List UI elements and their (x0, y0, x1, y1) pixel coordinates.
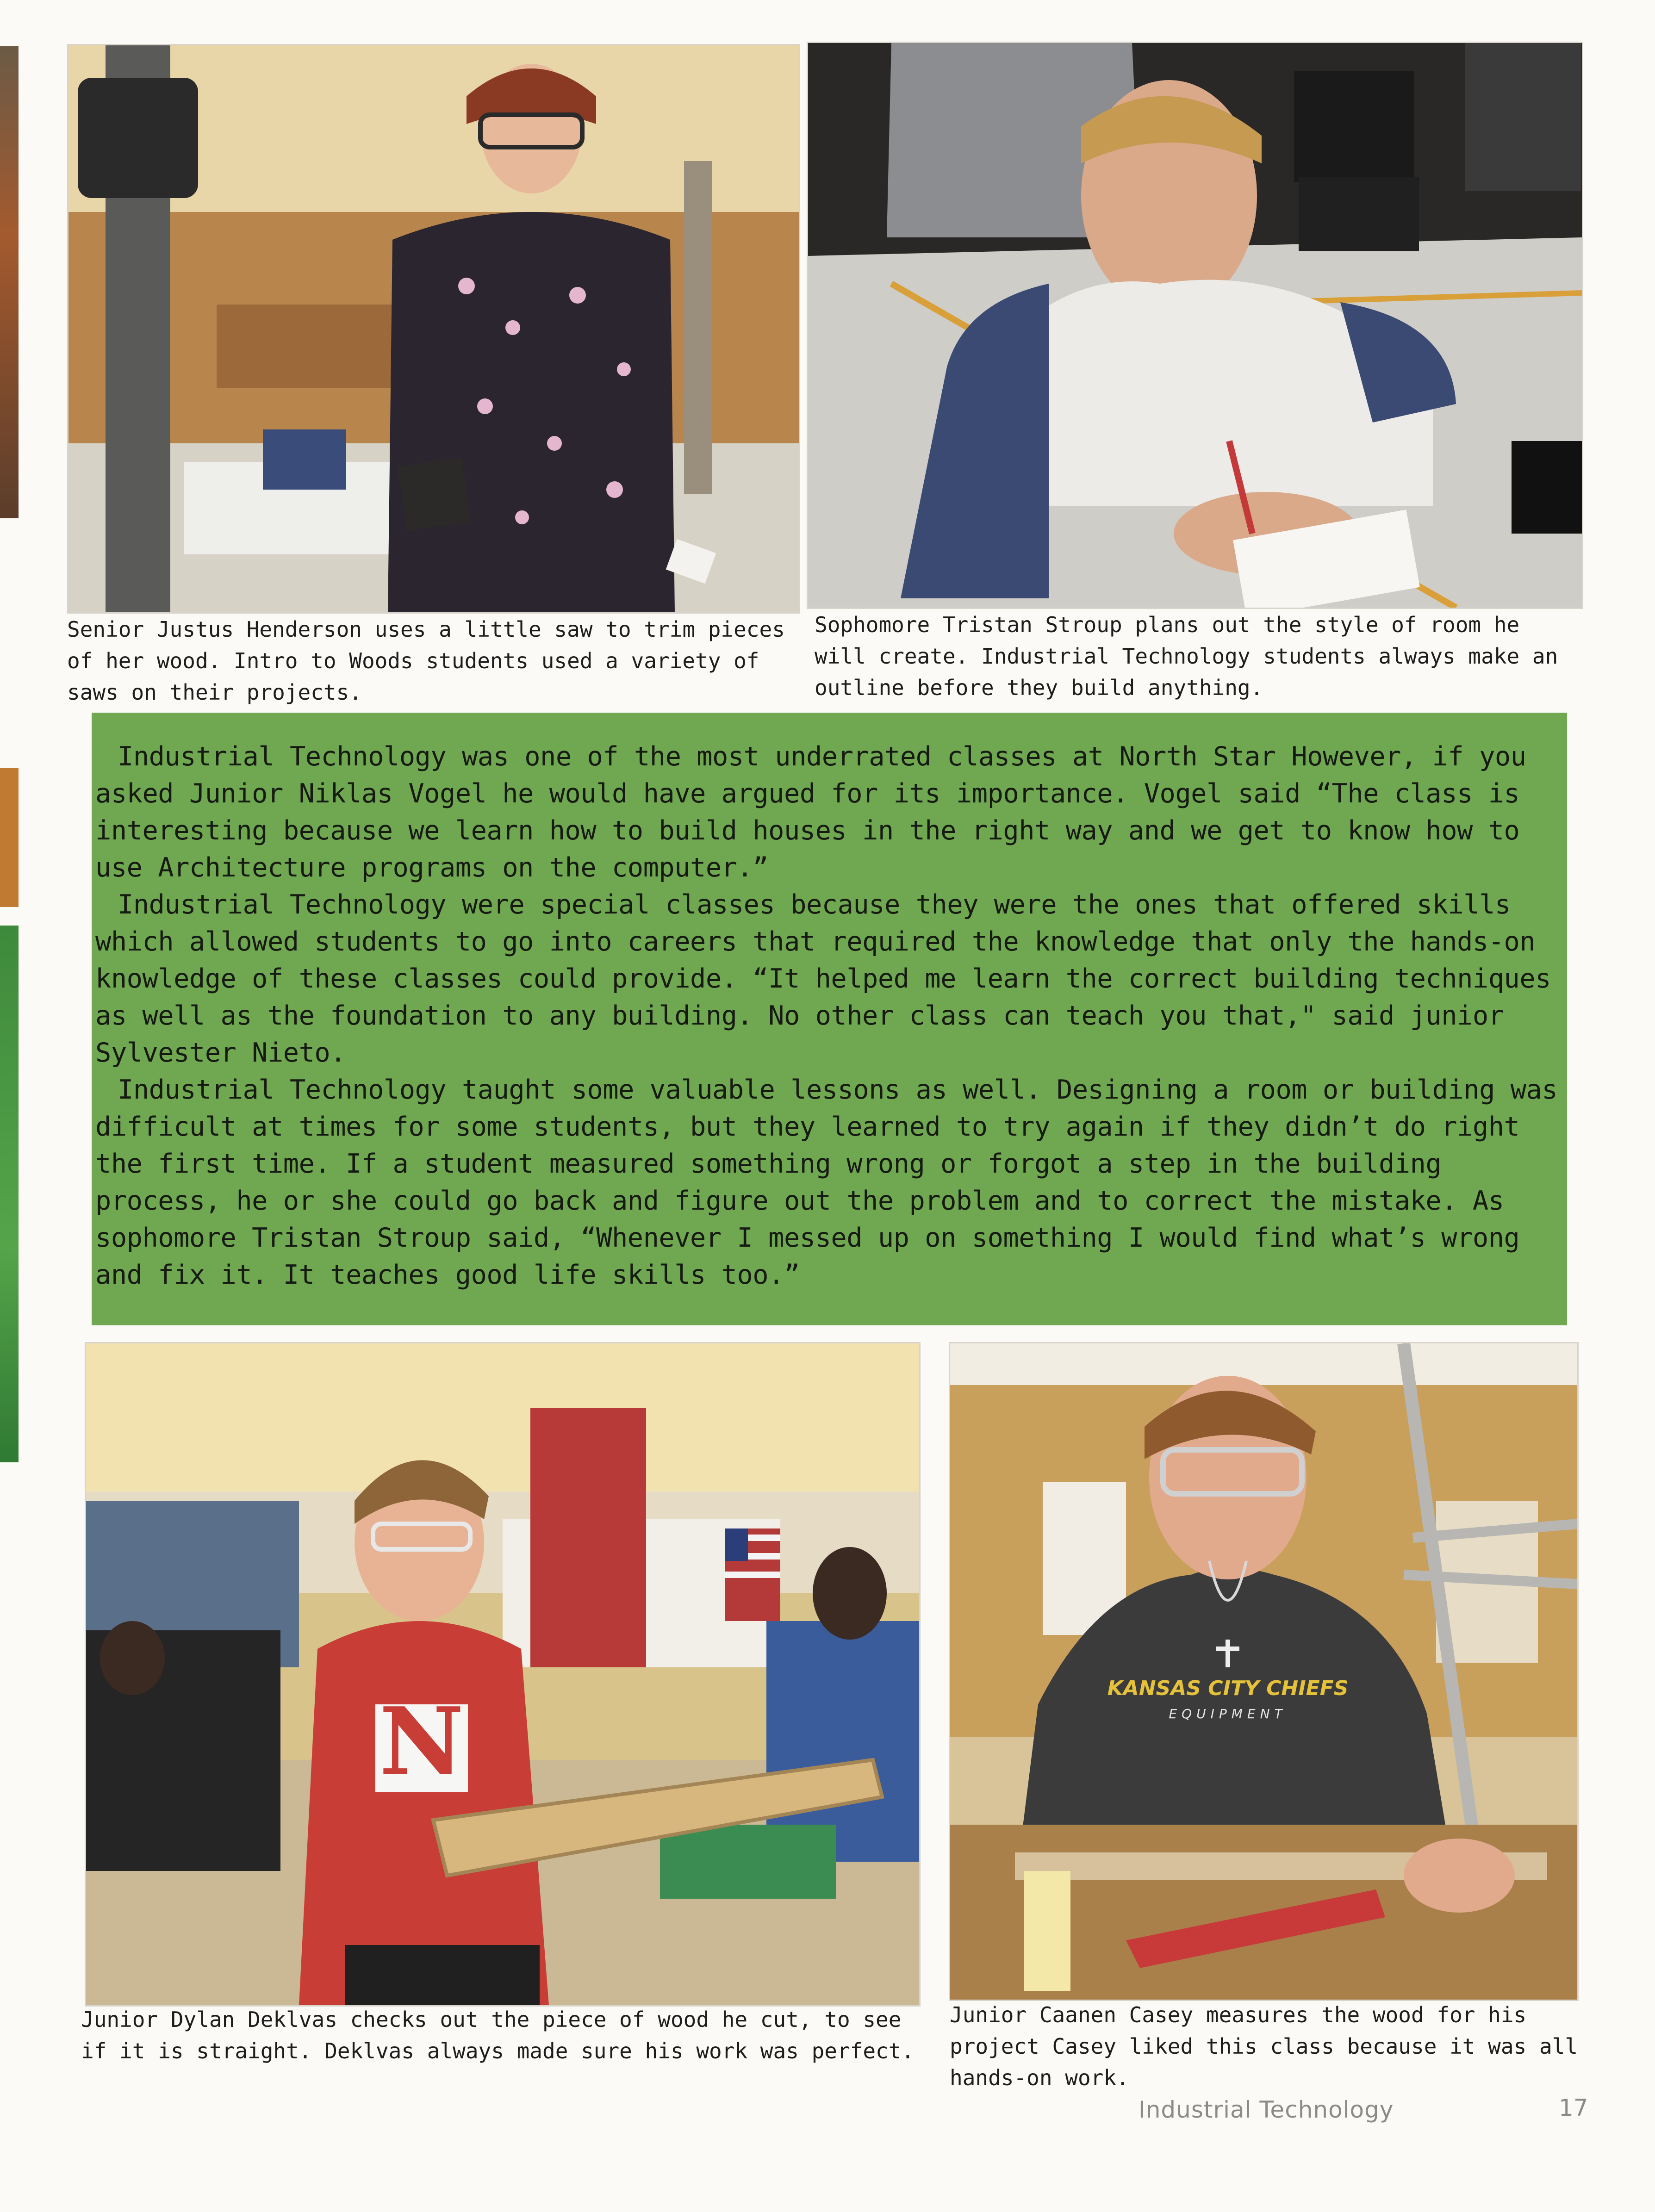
photo-measuring (949, 1342, 1579, 2001)
woodshop-photo-icon (68, 45, 799, 612)
photo-caption-classroom: Junior Dylan Deklvas checks out the piece of wood he cut, to see if it is straight. Deklvas always made sure his work was perfect. (81, 2007, 915, 2063)
photo-caption-measuring: Junior Caanen Casey measures the wood for his project Casey liked this class because it was all hands-on work. (950, 2002, 1578, 2090)
shirt-sub: EQUIPMENT (1169, 1706, 1287, 1721)
binding-edge-green (0, 926, 19, 1462)
photo-caption-drafting: Sophomore Tristan Stroup plans out the style of room he will create. Industrial Technology students always make an outline before they build anything. (815, 612, 1558, 700)
photo-drafting (807, 42, 1583, 609)
article-box (92, 713, 1567, 1325)
article-paragraph: Industrial Technology was one of the most underrated classes at North Star However, if you asked Junior Niklas Vogel he would have argued for its importance. Vogel said “The class is interesting because we learn how to build houses in the right way and we get to know how to use Architecture programs on the computer.” (95, 741, 1526, 883)
photo-woodshop (67, 44, 800, 614)
binding-edge-top (0, 46, 19, 518)
measuring-photo-icon (950, 1343, 1577, 2000)
photo-caption-woodshop: Senior Justus Henderson uses a little saw to trim pieces of her wood. Intro to Woods students used a variety of saws on their projects. (67, 617, 785, 705)
shirt-brand: KANSAS CITY CHIEFS (1107, 1677, 1349, 1700)
binding-edge-orange (0, 768, 19, 907)
article-paragraph: Industrial Technology were special classes because they were the ones that offered skills which allowed students to go into careers that required the knowledge that only the hands-on knowledge of these classes could provide. “It helped me learn the correct building techniques as well as the foundation to any building. No other class can teach you that," said junior Sylvester Nieto. (95, 889, 1551, 1068)
shirt-letter: N (379, 1687, 464, 1796)
classroom-photo-icon (86, 1343, 919, 2005)
page-number: 17 (1559, 2094, 1588, 2121)
drafting-photo-icon (808, 43, 1582, 608)
photo-classroom (85, 1342, 921, 2007)
article-paragraph: Industrial Technology taught some valuable lessons as well. Designing a room or building was difficult at times for some students, but they learned to try again if they didn’t do right the first time. If a student measured something wrong or forgot a step in the building process, he or she could go back and figure out the problem and to correct the mistake. As sophomore Tristan Stroup said, “Whenever I messed up on something I would find what’s wrong and fix it. It teaches good life skills too.” (95, 1075, 1558, 1290)
footer-section-title: Industrial Technology (1139, 2096, 1394, 2123)
